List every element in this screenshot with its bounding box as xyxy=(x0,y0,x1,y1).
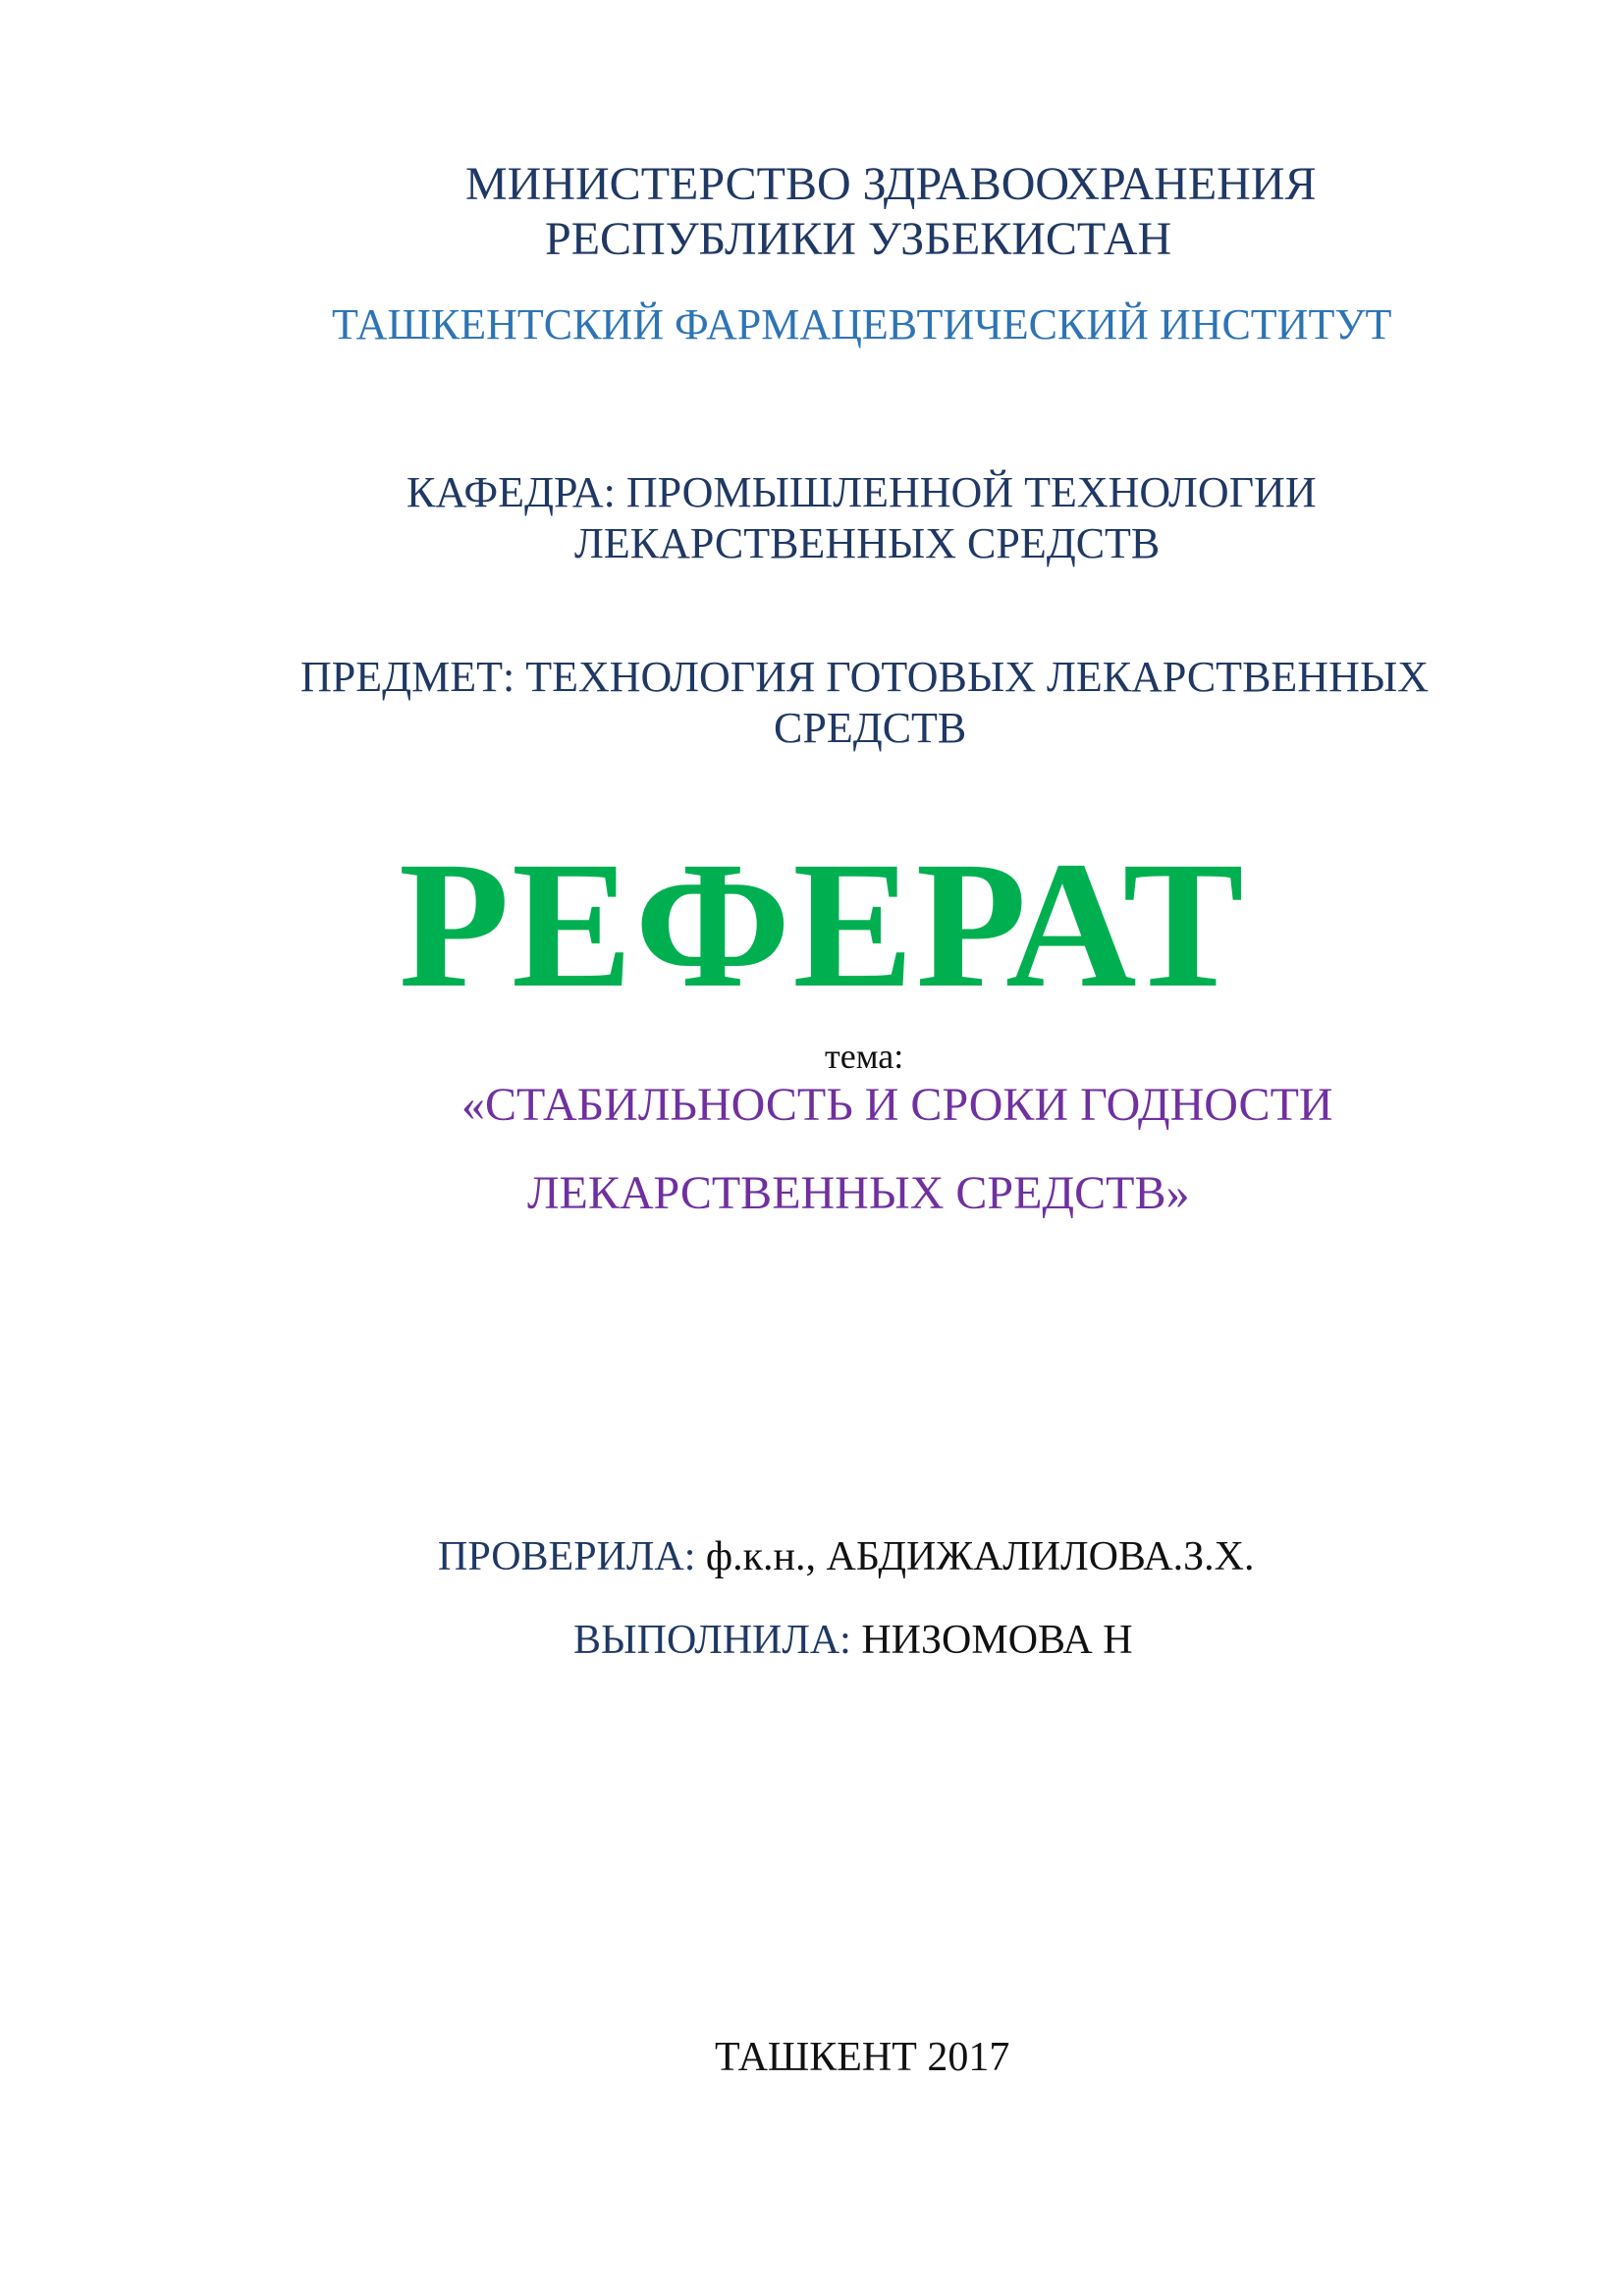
department-line-2: ЛЕКАРСТВЕННЫХ СРЕДСТВ xyxy=(574,519,1161,567)
document-title: РЕФЕРАТ xyxy=(399,825,1246,1026)
checked-by xyxy=(438,1536,1254,1577)
department-line-1: КАФЕДРА: ПРОМЫШЛЕННОЙ ТЕХНОЛОГИИ xyxy=(406,468,1317,516)
city-year: ТАШКЕНТ 2017 xyxy=(715,2035,1010,2080)
checked-by-value: ф.к.н., АБДИЖАЛИЛОВА.З.Х. xyxy=(705,1534,1255,1579)
checked-by-label: ПРОВЕРИЛА: xyxy=(438,1534,696,1579)
completed-by-value: НИЗОМОВА Н xyxy=(861,1618,1133,1663)
ministry-line-1: МИНИСТЕРСТВО ЗДРАВООХРАНЕНИЯ xyxy=(465,158,1317,210)
topic-line-2: ЛЕКАРСТВЕННЫХ СРЕДСТВ» xyxy=(527,1167,1190,1219)
institute-name: ТАШКЕНТСКИЙ ФАРМАЦЕВТИЧЕСКИЙ ИНСТИТУТ xyxy=(332,300,1392,348)
completed-by-label: ВЫПОЛНИЛА: xyxy=(573,1618,851,1663)
topic-label: тема: xyxy=(825,1037,904,1076)
topic-line-1: «СТАБИЛЬНОСТЬ И СРОКИ ГОДНОСТИ xyxy=(461,1079,1333,1131)
ministry-line-2: РЕСПУБЛИКИ УЗБЕКИСТАН xyxy=(545,213,1172,265)
completed-by xyxy=(573,1620,1133,1661)
subject-line-1: ПРЕДМЕТ: ТЕХНОЛОГИЯ ГОТОВЫХ ЛЕКАРСТВЕННЫХ xyxy=(300,653,1429,701)
subject-line-2: СРЕДСТВ xyxy=(774,704,967,752)
